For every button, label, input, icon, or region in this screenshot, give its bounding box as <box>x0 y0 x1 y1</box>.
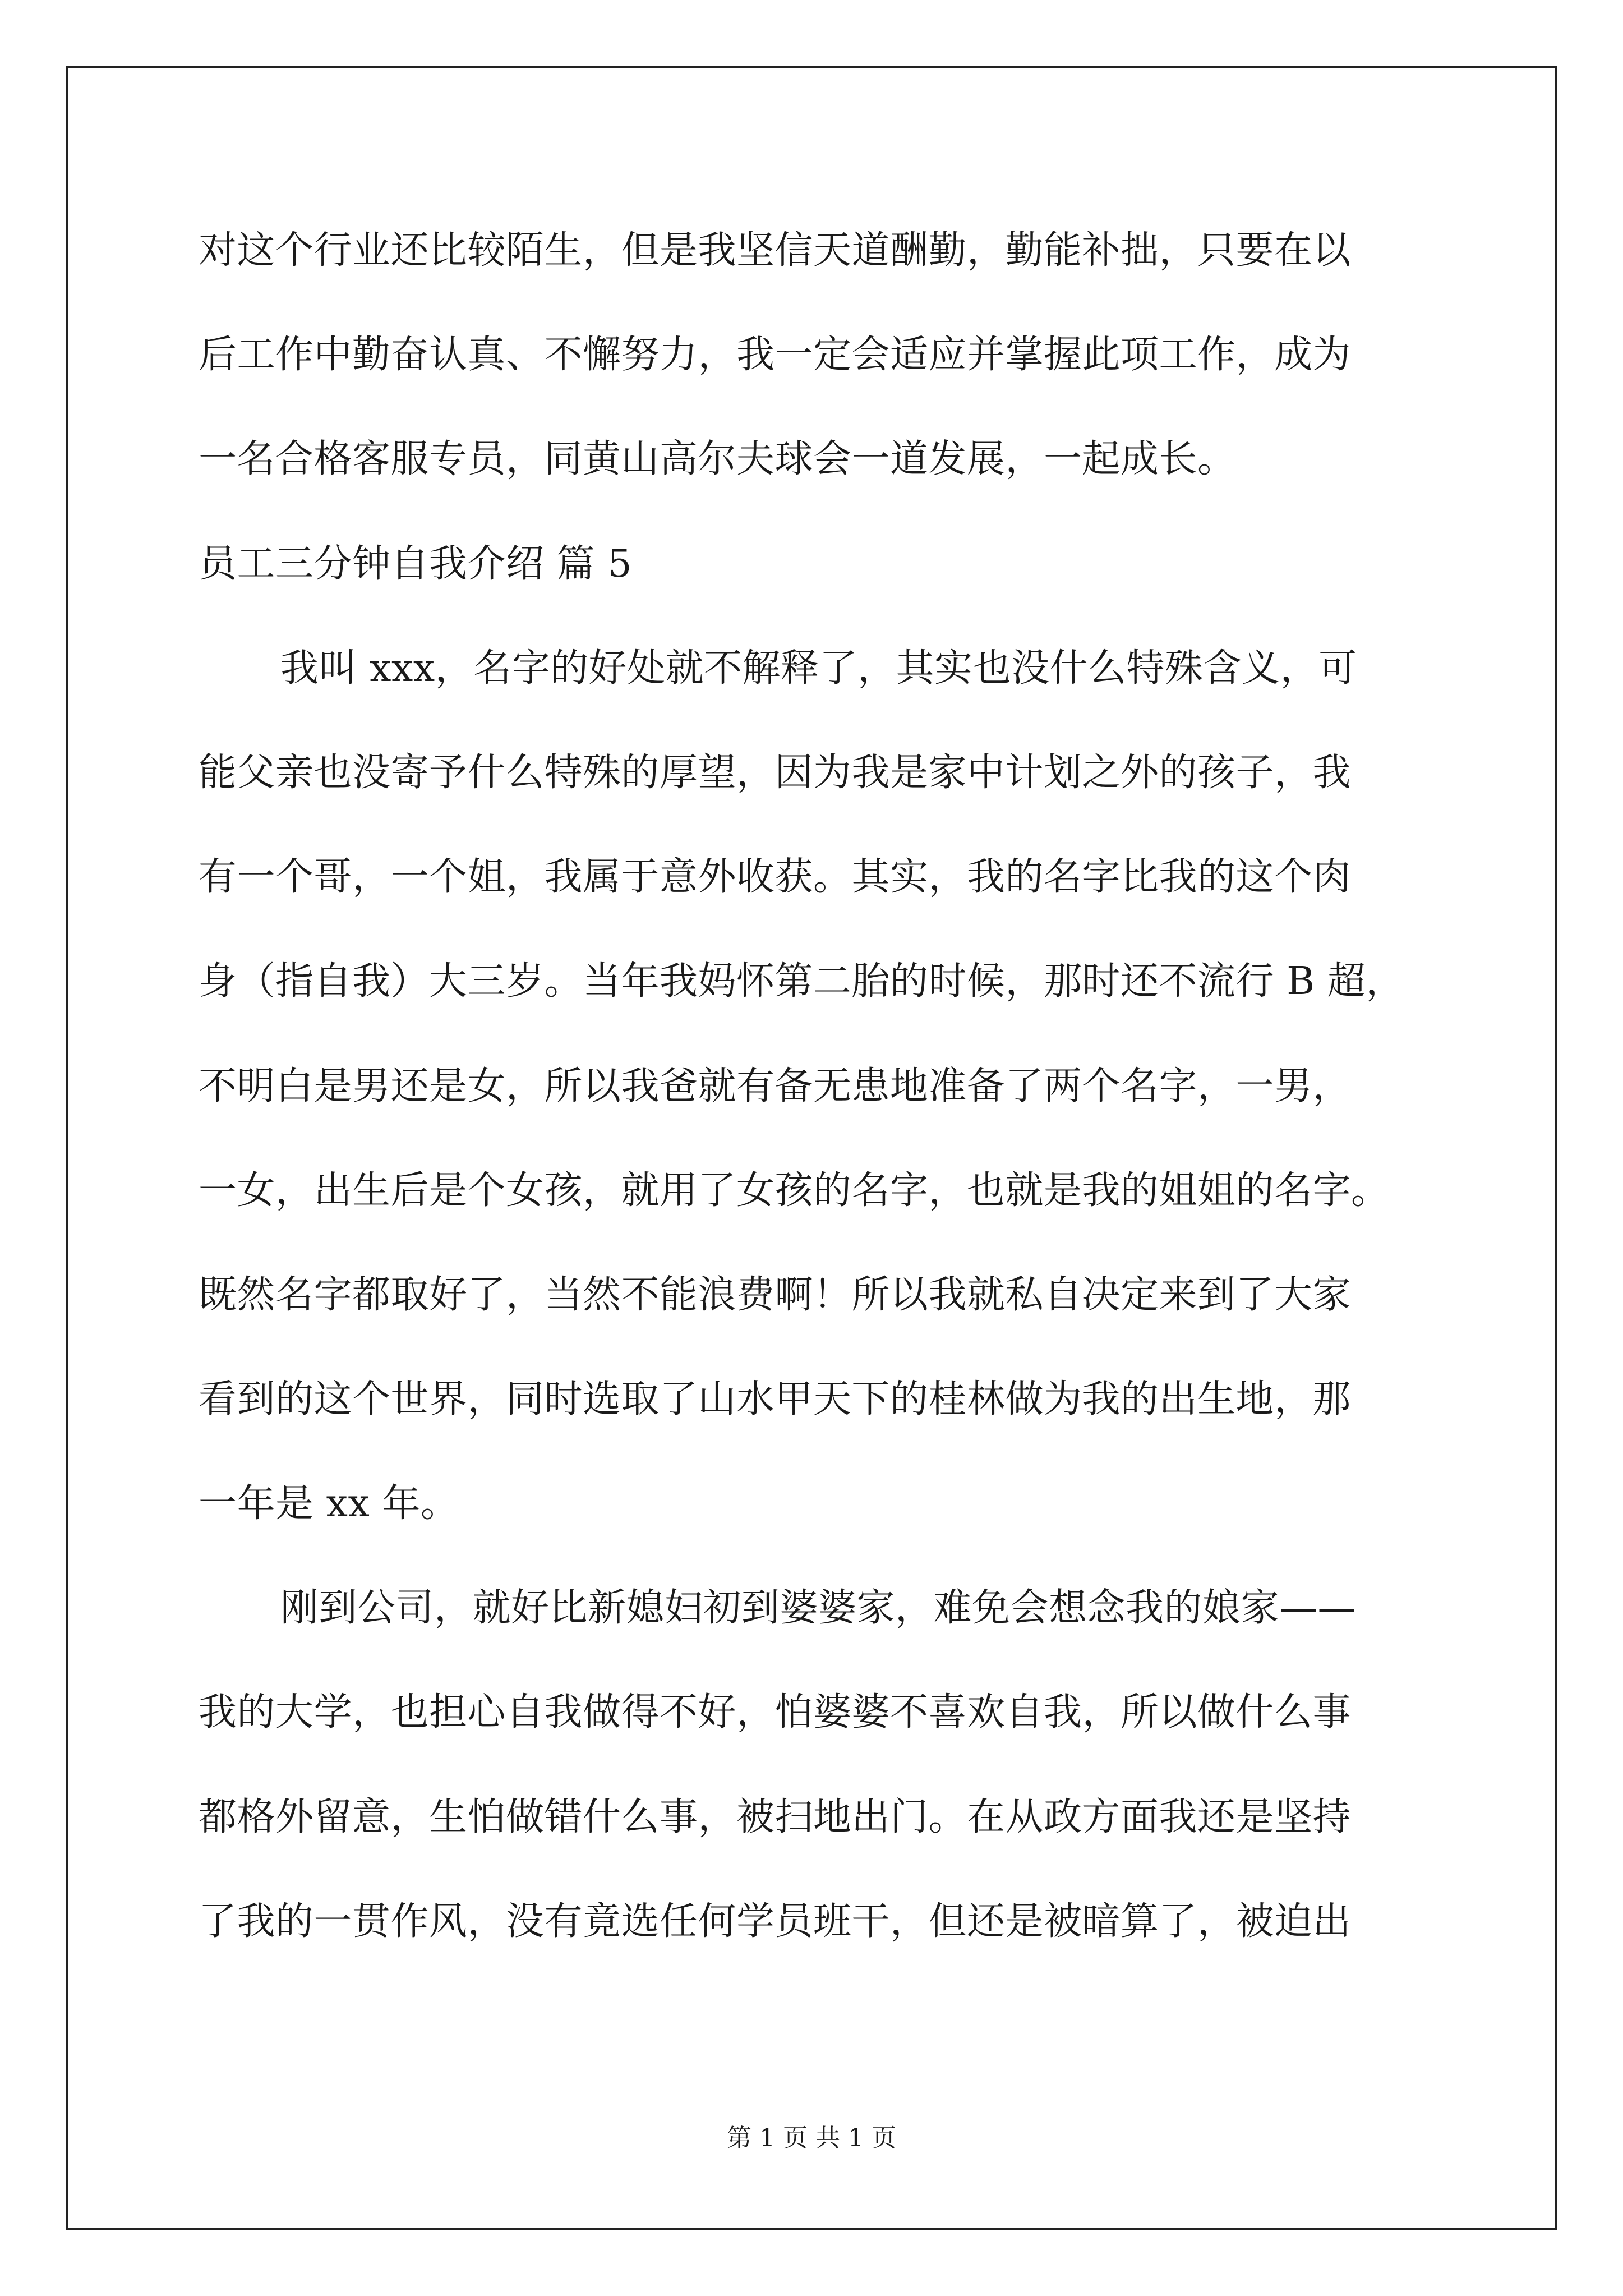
text-line-6: 能父亲也没寄予什么特殊的厚望，因为我是家中计划之外的孩子，我 <box>199 751 1352 795</box>
text-line-17: 了我的一贯作风，没有竟选任何学员班干，但还是被暗算了，被迫出 <box>199 1899 1352 1944</box>
text-line-2: 后工作中勤奋认真、不懈努力，我一定会适应并掌握此项工作，成为 <box>199 333 1352 377</box>
text-line-12: 看到的这个世界，同时选取了山水甲天下的桂林做为我的出生地，那 <box>199 1377 1352 1421</box>
text-line-11: 既然名字都取好了，当然不能浪费啊！所以我就私自决定来到了大家 <box>199 1273 1352 1317</box>
text-line-7: 有一个哥，一个姐，我属于意外收获。其实，我的名字比我的这个肉 <box>199 855 1352 899</box>
text-line-5: 我叫 xxx，名字的好处就不解释了，其实也没什么特殊含义，可 <box>280 646 1357 691</box>
page-footer: 第 1 页 共 1 页 <box>727 2124 896 2152</box>
text-line-16: 都格外留意，生怕做错什么事，被扫地出门。在从政方面我还是坚持 <box>199 1795 1352 1839</box>
text-line-10: 一女，出生后是个女孩，就用了女孩的名字，也就是我的姐姐的名字。 <box>199 1168 1390 1213</box>
text-line-9: 不明白是男还是女，所以我爸就有备无患地准备了两个名字，一男， <box>199 1064 1352 1108</box>
text-line-3: 一名合格客服专员，同黄山高尔夫球会一道发展，一起成长。 <box>199 437 1236 481</box>
text-line-13: 一年是 xx 年。 <box>199 1481 459 1526</box>
text-line-15: 我的大学，也担心自我做得不好，怕婆婆不喜欢自我，所以做什么事 <box>199 1690 1352 1734</box>
text-line-8: 身（指自我）大三岁。当年我妈怀第二胎的时候，那时还不流行 B 超， <box>199 959 1404 1004</box>
text-line-14: 刚到公司，就好比新媳妇初到婆婆家，难免会想念我的娘家—— <box>280 1586 1357 1630</box>
text-line-1: 对这个行业还比较陌生，但是我坚信天道酬勤，勤能补拙，只要在以 <box>199 228 1352 273</box>
section-heading: 员工三分钟自我介绍 篇 5 <box>199 542 632 586</box>
